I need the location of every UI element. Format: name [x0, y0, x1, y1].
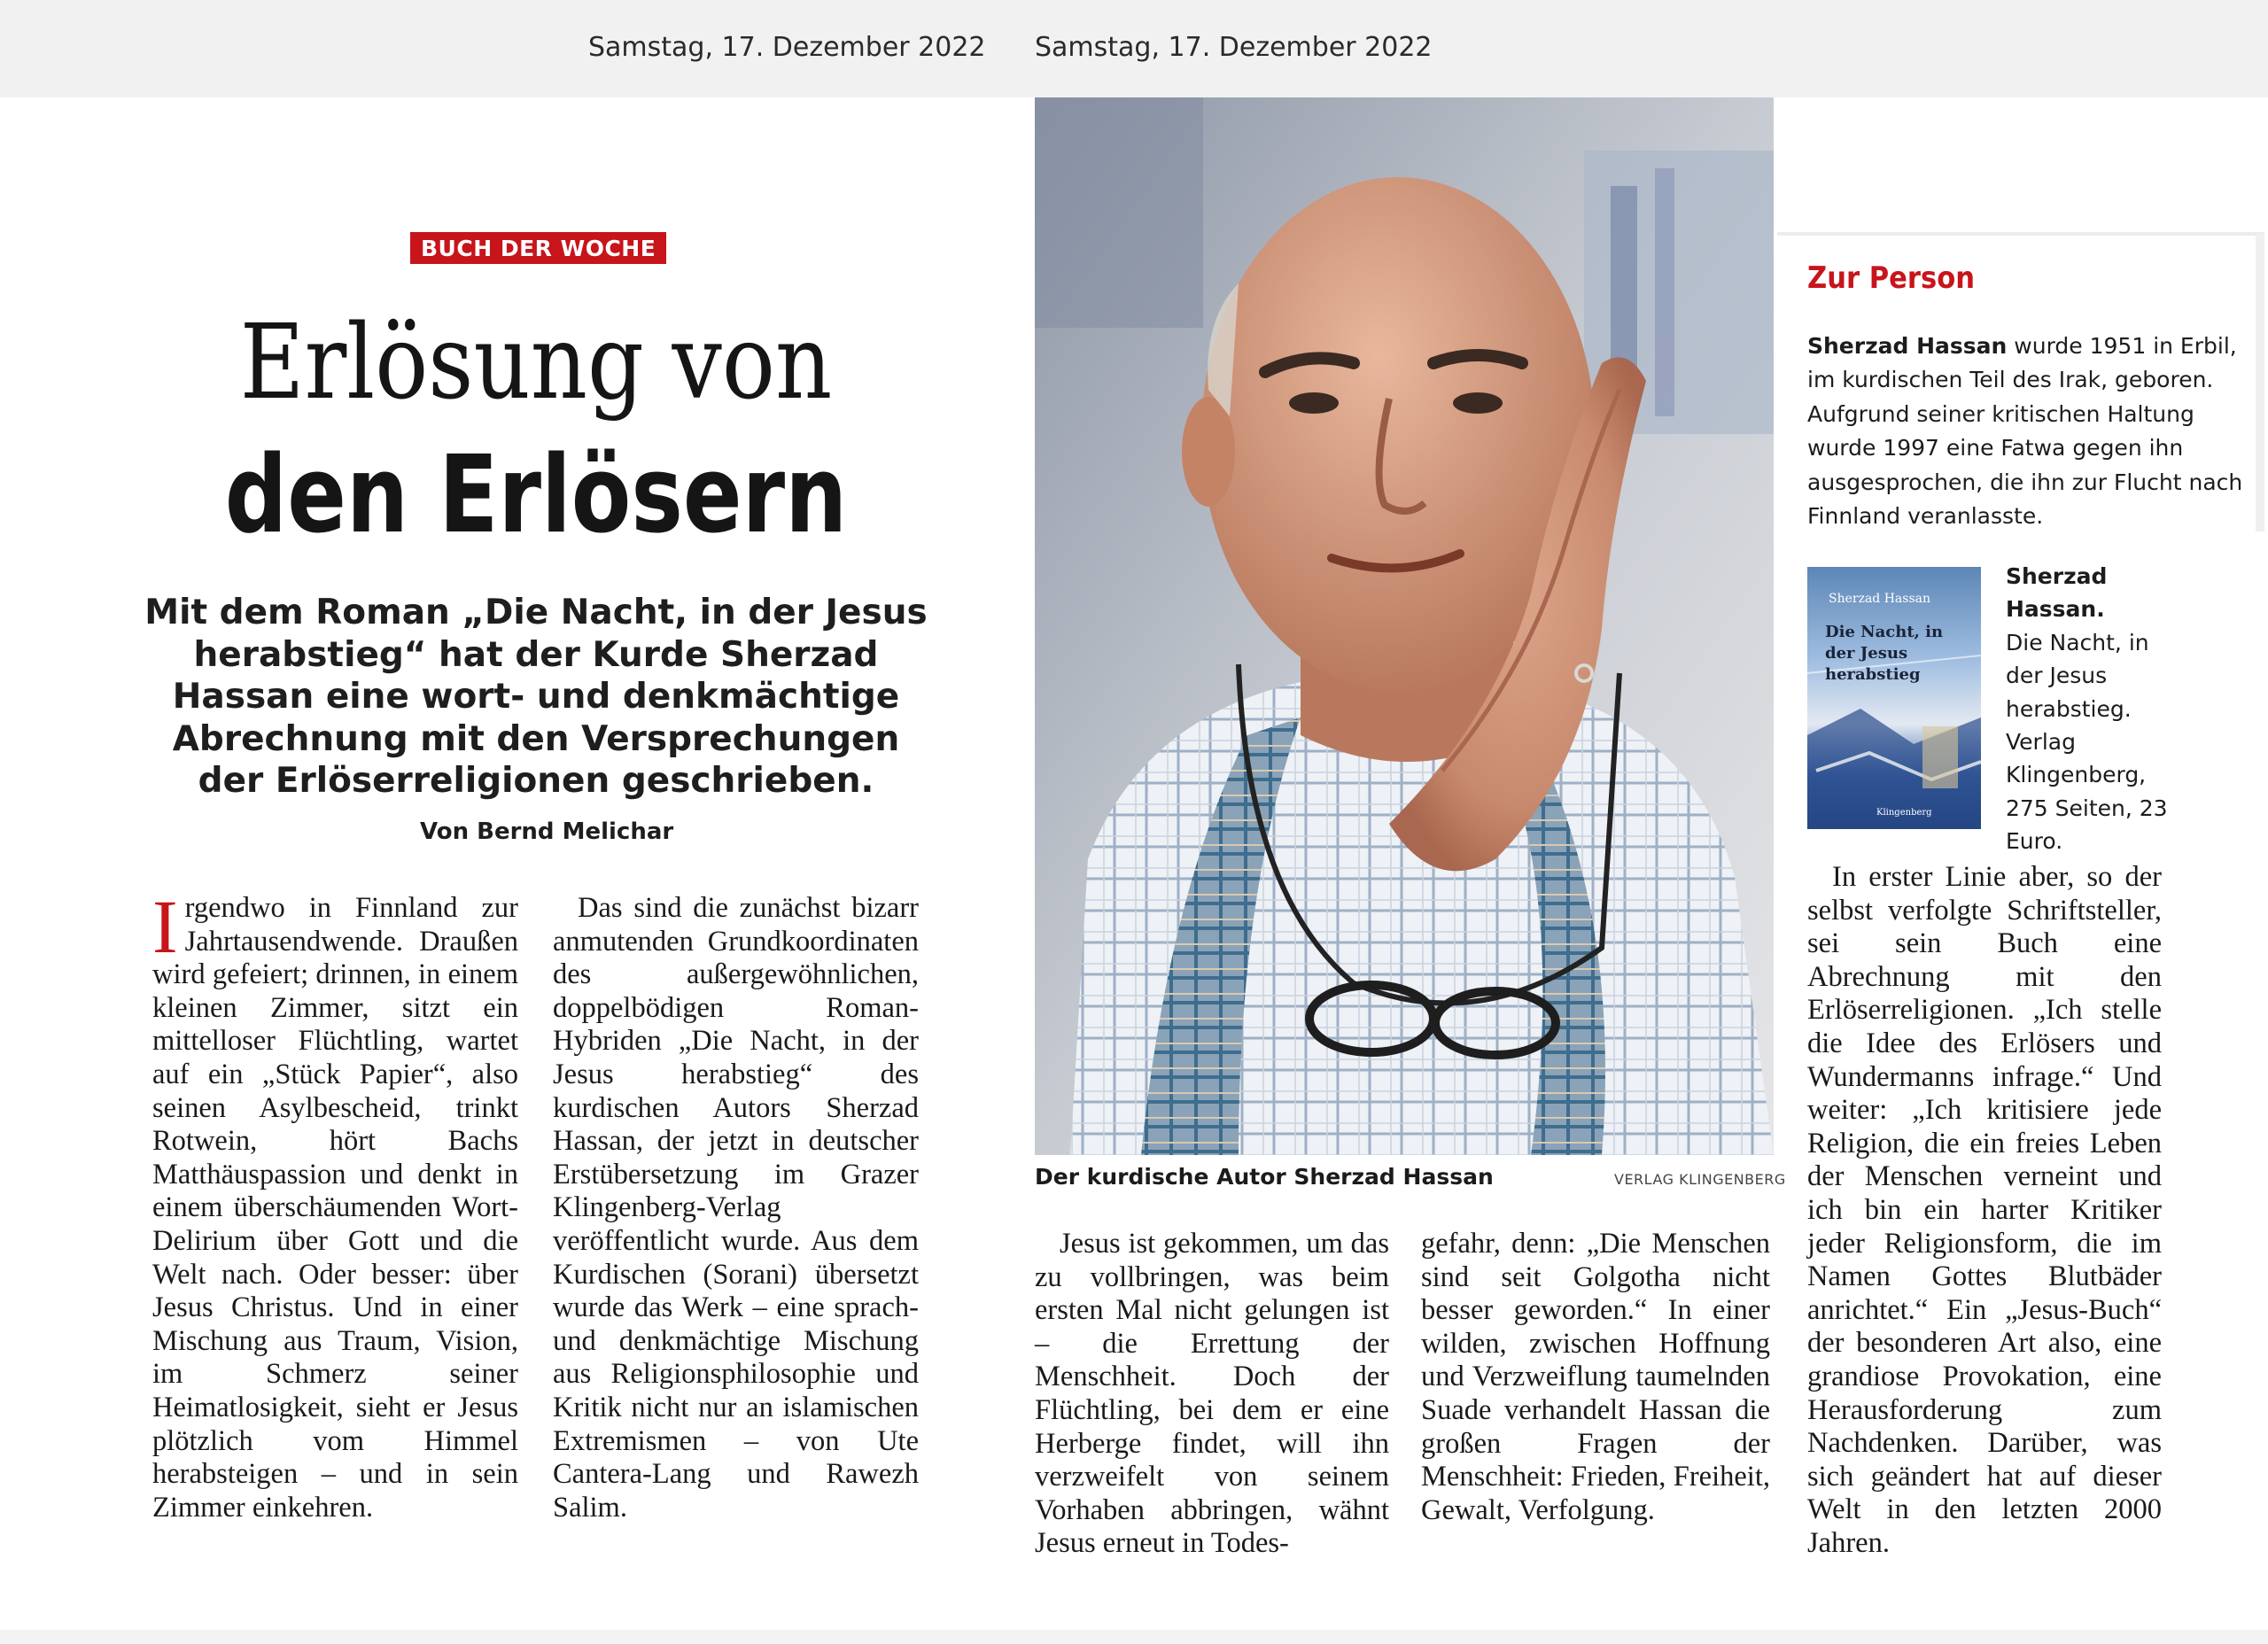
info-box-text: [1807, 330, 2250, 533]
column-3-text: Jesus ist gekommen, um das zu vollbringen, was beim ersten Mal nicht gelungen ist – die Errettung der Menschheit. Doch der Flüchtling, bei dem er eine Herberge findet, will ihn verzweifelt von seinem Vorhaben abbringen, wähnt Jesus erneut in Todes-: [1035, 1228, 1389, 1560]
section-kicker: BUCH DER WOCHE: [410, 232, 666, 264]
date-left: Samstag, 17. Dezember 2022: [588, 32, 986, 63]
photo-caption: Der kurdische Autor Sherzad Hassan: [1035, 1164, 1494, 1190]
headline-line-1: Erlösung von: [239, 303, 833, 423]
lead-paragraph: Mit dem Roman „Die Nacht, in der Jesus herabstieg“ hat der Kurde Sherzad Hassan eine wort- und denkmächtige Abrechnung mit den Versprechungen der Erlöserreligionen geschrieben.: [144, 593, 928, 801]
article-column-2: [553, 892, 919, 1524]
info-box-title: Zur Person: [1807, 260, 1976, 296]
book-info-details: Die Nacht, in der Jesus herabstieg. Verlag Klingenberg, 275 Seiten, 23 Euro.: [2006, 629, 2168, 855]
column-5-text: In erster Linie aber, so der selbst verfolgte Schriftsteller, sei sein Buch eine Abrechnung mit den Erlöserreligionen. „Ich stelle die Idee des Erlösers und Wundermanns infrage.“ Und weiter: „Ich kritisiere jede Religion, die ein freies Leben der Menschen verneint und ich bin ein harter Kritiker jeder Religionsform, die im Namen Gottes Blutbäder anrichtet.“ Ein „Jesus-Buch“ der besonderen Art also, eine grandiose Provokation, eine Herausforderung zum Nachdenken. Darüber, was sich geändert hat auf dieser Welt in den letzten 2000 Jahren.: [1807, 861, 2162, 1559]
headline-line-2: den Erlösern: [224, 434, 848, 557]
article-column-1: [152, 884, 518, 1524]
article-column-3: [1035, 1228, 1389, 1561]
bottom-strip: [0, 1630, 2268, 1644]
article-column-5: [1807, 861, 2162, 1560]
byline: Von Bernd Melichar: [420, 818, 674, 845]
cover-publisher: Klingenberg: [1876, 808, 1932, 818]
column-2-text: Das sind die zunächst bizarr anmutenden Grundkoordinaten des außergewöhnlichen, doppelbödigen Roman-Hybriden „Die Nacht, in der Jesus herabstieg“ des kurdischen Autors Sherzad Hassan, der jetzt in deutscher Erstübersetzung im Grazer Klingenberg-Verlag veröffentlicht wurde. Aus dem Kurdischen (Sorani) übersetzt wurde das Werk – eine sprach- und denkmächtige Mischung aus Religionsphilosophie und Kritik nicht nur an islamischen Extremismen – von Ute Cantera-Lang und Rawezh Salim.: [553, 892, 919, 1524]
book-cover: [1807, 567, 1981, 829]
cover-title: Die Nacht, in der Jesus herabstieg: [1825, 623, 1944, 684]
photo-credit: VERLAG KLINGENBERG: [1614, 1171, 1786, 1188]
info-box-name: Sherzad Hassan: [1807, 333, 2008, 359]
cover-author: Sherzad Hassan: [1829, 592, 1931, 606]
author-photo: [1035, 97, 1774, 1155]
info-box-body: wurde 1951 in Erbil, im kurdischen Teil des Irak, geboren. Aufgrund seiner kritischen Haltung wurde 1997 eine Fatwa gegen ihn ausgesprochen, die ihn zur Flucht nach Finnland veranlasste.: [1807, 333, 2243, 530]
article-column-4: [1421, 1228, 1770, 1527]
date-right: Samstag, 17. Dezember 2022: [1035, 32, 1433, 63]
book-info-author: Sherzad Hassan.: [2006, 563, 2108, 623]
column-4-text: gefahr, denn: „Die Menschen sind seit Golgotha nicht besser geworden.“ In einer wilden, zwischen Hoffnung und Verzweiflung taumelnden Suade verhandelt Hassan die großen Fragen der Menschheit: Frieden, Freiheit, Gewalt, Verfolgung.: [1421, 1228, 1770, 1526]
book-info: [2006, 560, 2174, 858]
column-1-text: rgendwo in Finnland zur Jahrtausendwende. Draußen wird gefeiert; drinnen, in einem kleinen Zimmer, sitzt ein mittelloser Flüchtling, wartet auf ein „Stück Papier“, also seinen Asylbescheid, trinkt Rotwein, hört Bachs Matthäuspassion und denkt in einem überschäumenden Wort-Delirium über Gott und die Welt nach. Oder besser: über Jesus Christus. Und in einer Mischung aus Traum, Vision, im Schmerz seiner Heimatlosigkeit, sieht er Jesus plötzlich vom Himmel herabsteigen – und in sein Zimmer einkehren.: [152, 892, 518, 1524]
drop-cap: I: [152, 884, 178, 969]
